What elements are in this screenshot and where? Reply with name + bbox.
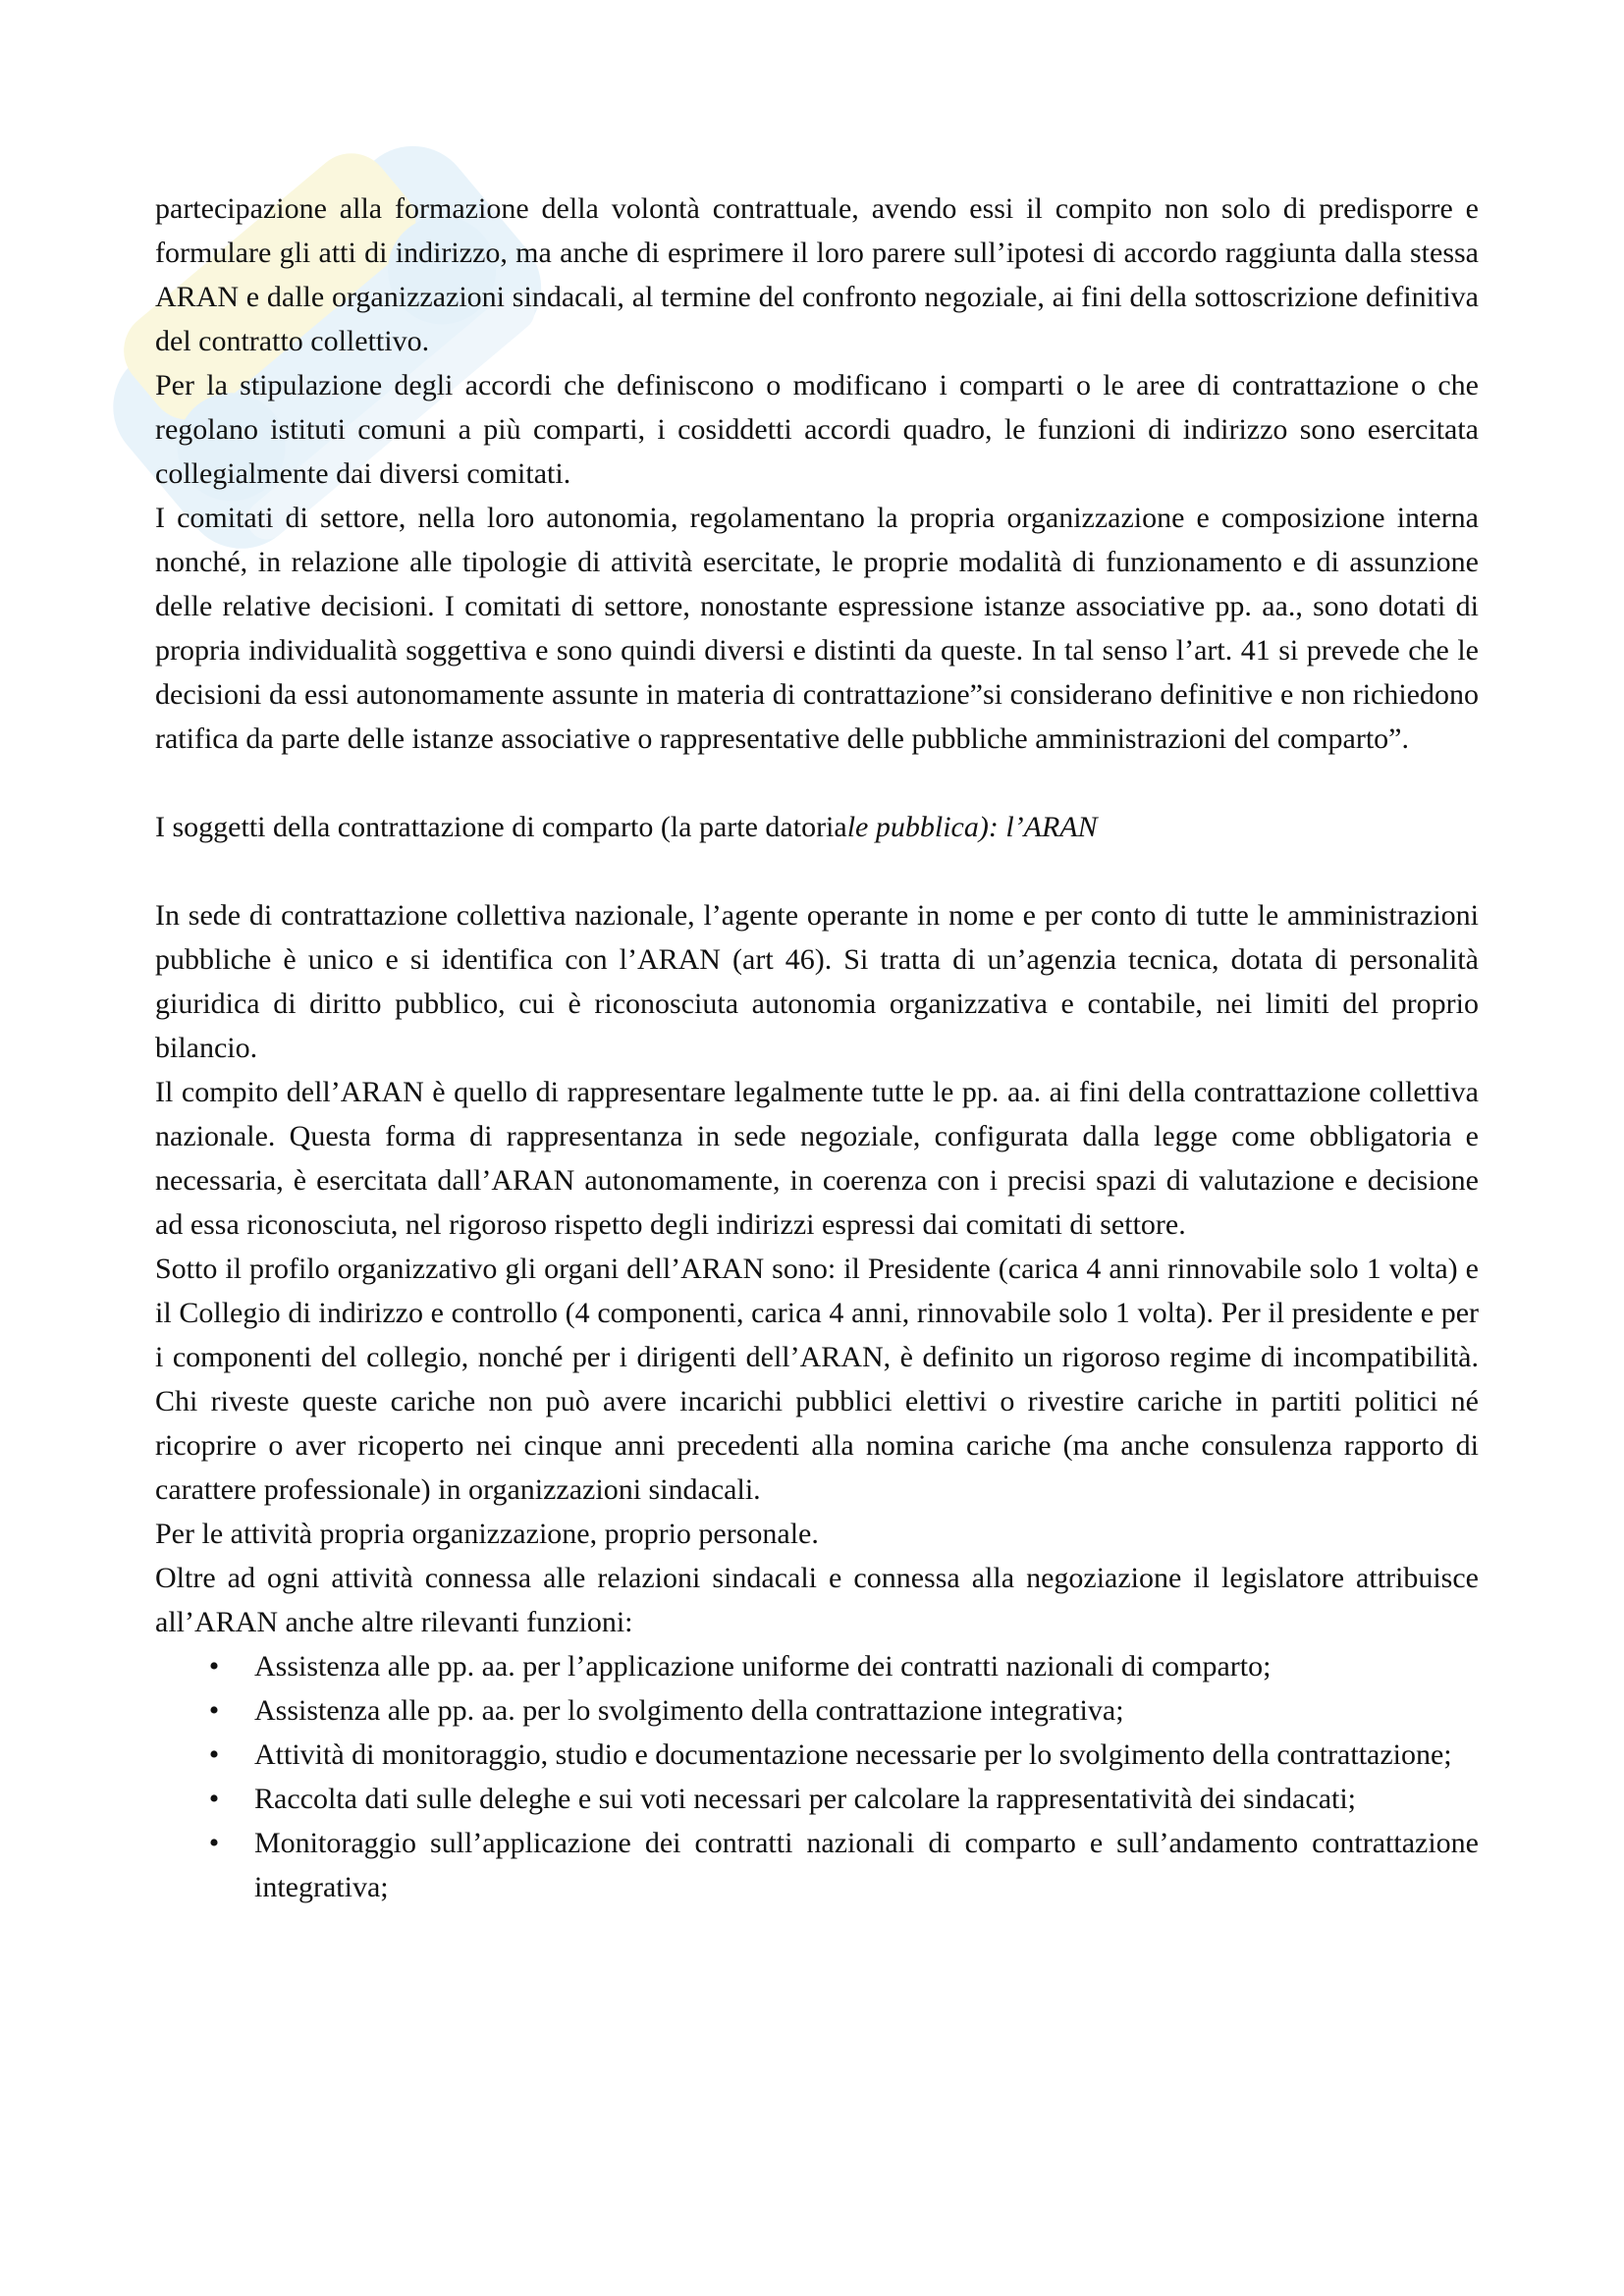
list-item-text: Assistenza alle pp. aa. per l’applicazione uniforme dei contratti nazionali di comparto; <box>254 1650 1272 1682</box>
list-item-text: Monitoraggio sull’applicazione dei contratti nazionali di comparto e sull’andamento contrattazione integrativa; <box>254 1827 1479 1903</box>
paragraph-5: Il compito dell’ARAN è quello di rappresentare legalmente tutte le pp. aa. ai fini della contrattazione collettiva nazionale. Questa forma di rappresentanza in sede negoziale, configurata dalla legge come obbligatoria e necessaria, è esercitata dall’ARAN autonomamente, in coerenza con i precisi spazi di valutazione e decisione ad essa riconosciuta, nel rigoroso rispetto degli indirizzi espressi dai comitati di settore. <box>155 1076 1479 1241</box>
list-item <box>155 1688 1479 1733</box>
section-heading-italic: le pubblica): l’ARAN <box>846 811 1098 843</box>
list-item <box>155 1821 1479 1909</box>
list-item <box>155 1733 1479 1777</box>
paragraph-8: Oltre ad ogni attività connessa alle relazioni sindacali e connessa alla negoziazione il legislatore attribuisce all’ARAN anche altre rilevanti funzioni: <box>155 1562 1479 1638</box>
list-item-text: Raccolta dati sulle deleghe e sui voti necessari per calcolare la rappresentatività dei sindacati; <box>254 1783 1357 1815</box>
list-item-text: Attività di monitoraggio, studio e documentazione necessarie per lo svolgimento della contrattazione; <box>254 1738 1452 1771</box>
paragraph-3: I comitati di settore, nella loro autonomia, regolamentano la propria organizzazione e composizione interna nonché, in relazione alle tipologie di attività esercitate, le proprie modalità di funzionamento e di assunzione delle relative decisioni. I comitati di settore, nonostante espressione istanze associative pp. aa., sono dotati di propria individualità soggettiva e sono quindi diversi e distinti da queste. In tal senso l’art. 41 si prevede che le decisioni da essi autonomamente assunte in materia di contrattazione”si considerano definitive e non richiedono ratifica da parte delle istanze associative o rappresentative delle pubbliche amministrazioni del comparto”. <box>155 502 1479 755</box>
bullet-icon: • <box>208 1738 220 1771</box>
functions-list <box>155 1644 1479 1909</box>
paragraph-6: Sotto il profilo organizzativo gli organi dell’ARAN sono: il Presidente (carica 4 anni rinnovabile solo 1 volta) e il Collegio di indirizzo e controllo (4 componenti, carica 4 anni, rinnovabile solo 1 volta). Per il presidente e per i componenti del collegio, nonché per i dirigenti dell’ARAN, è definito un rigoroso regime di incompatibilità. Chi riveste queste cariche non può avere incarichi pubblici elettivi o rivestire cariche in partiti politici né ricoprire o aver ricoperto nei cinque anni precedenti alla nomina cariche (ma anche consulenza rapporto di carattere professionale) in organizzazioni sindacali. <box>155 1253 1479 1506</box>
list-item <box>155 1644 1479 1688</box>
paragraph-7: Per le attività propria organizzazione, proprio personale. <box>155 1518 819 1550</box>
list-item <box>155 1777 1479 1821</box>
section-heading-normal: I soggetti della contrattazione di comparto (la parte datoria <box>155 811 847 843</box>
document-body <box>155 187 1479 1909</box>
bullet-icon: • <box>208 1783 220 1815</box>
section-heading <box>155 805 1479 849</box>
paragraph-1: partecipazione alla formazione della volontà contrattuale, avendo essi il compito non solo di predisporre e formulare gli atti di indirizzo, ma anche di esprimere il loro parere sull’ipotesi di accordo raggiunta dalla stessa ARAN e dalle organizzazioni sindacali, al termine del confronto negoziale, ai fini della sottoscrizione definitiva del contratto collettivo. <box>155 192 1479 357</box>
bullet-icon: • <box>208 1650 220 1682</box>
list-item-text: Assistenza alle pp. aa. per lo svolgimento della contrattazione integrativa; <box>254 1694 1124 1727</box>
bullet-icon: • <box>208 1694 220 1727</box>
paragraph-4: In sede di contrattazione collettiva nazionale, l’agente operante in nome e per conto di tutte le amministrazioni pubbliche è unico e si identifica con l’ARAN (art 46). Si tratta di un’agenzia tecnica, dotata di personalità giuridica di diritto pubblico, cui è riconosciuta autonomia organizzativa e contabile, nei limiti del proprio bilancio. <box>155 899 1479 1064</box>
paragraph-2: Per la stipulazione degli accordi che definiscono o modificano i comparti o le aree di contrattazione o che regolano istituti comuni a più comparti, i cosiddetti accordi quadro, le funzioni di indirizzo sono esercitata collegialmente dai diversi comitati. <box>155 369 1479 490</box>
bullet-icon: • <box>208 1827 220 1859</box>
